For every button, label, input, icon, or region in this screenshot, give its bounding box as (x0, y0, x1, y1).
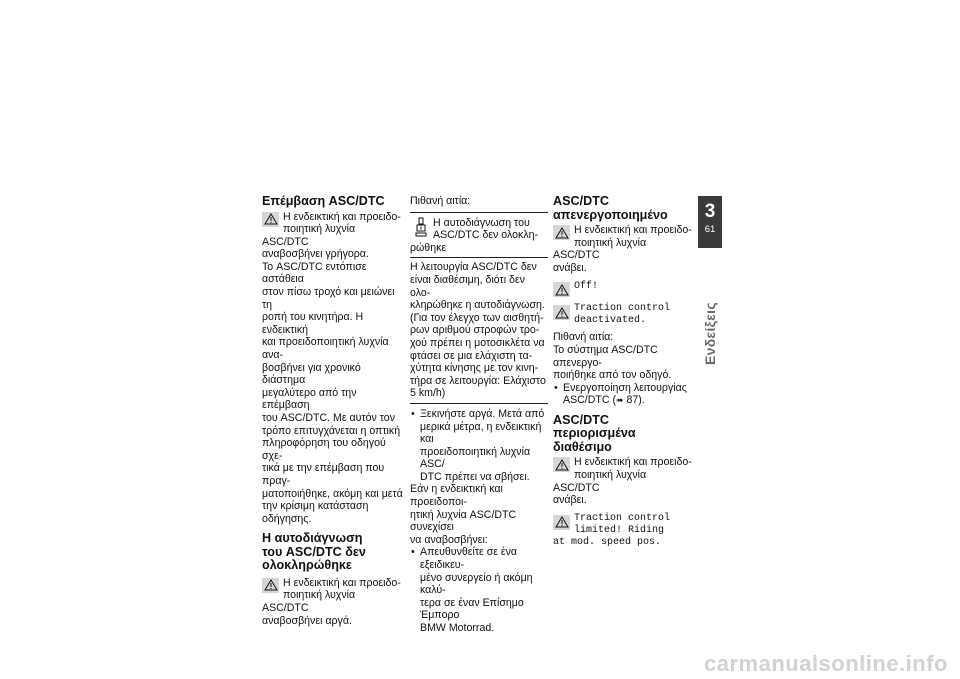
text-line: (Για τον έλεγχο των αισθητή- (410, 311, 544, 324)
display-message-deactivated (553, 303, 693, 327)
cause-table-body (410, 258, 548, 403)
text-line: Η ενδεικτική και προειδο- (574, 224, 692, 236)
heading-line: διαθέσιμο (553, 439, 612, 454)
text-line: ρων αριθμού στροφών τρο- (410, 324, 540, 337)
text-line: • Απευθυνθείτε σε ένα εξειδικευ- (420, 546, 518, 572)
text-line: και προειδοποιητική λυχνία ανα- (262, 336, 389, 362)
display-text: Traction control (574, 303, 671, 315)
text-line: Εάν η ενδεικτική και προειδοποι- (410, 483, 503, 509)
chapter-tab (698, 196, 722, 248)
warning-block-deactivated (553, 224, 693, 274)
text-line: Η λειτουργία ASC/DTC δεν (410, 261, 537, 274)
warning-triangle-icon (553, 225, 570, 240)
display-text: deactivated. (574, 315, 647, 327)
column-1 (262, 195, 404, 627)
paragraph-deactivated-cause (553, 344, 693, 382)
display-text: at mod. speed pos. (553, 536, 662, 548)
warning-triangle-icon (553, 305, 570, 320)
chapter-title: Ενδείξεις (702, 302, 718, 365)
text-line: τήρα σε λειτουργία: Ελάχιστο (410, 374, 546, 387)
text-line: πληροφόρηση του οδηγού σχε- (262, 437, 386, 462)
page-reference-arrow-icon: ➠ (615, 395, 624, 406)
paragraph-if-still-flashing (410, 483, 548, 546)
text-line: χού πρέπει η μοτοσικλέτα να (410, 336, 545, 349)
column-2 (410, 195, 548, 635)
text-line: μένο συνεργείο ή ακόμη καλύ- (420, 571, 533, 597)
heading-asc-dtc-deactivated (553, 195, 693, 222)
heading-line: ολοκληρώθηκε (262, 558, 352, 573)
cause-table (410, 212, 548, 404)
text-line: προειδοποιητική λυχνία ASC/ (420, 445, 531, 471)
text-line: ASC/DTC δεν ολοκλη- (433, 229, 539, 242)
watermark: carmanualsonline.info (704, 651, 948, 676)
text-line: • Ενεργοποίηση λειτουργίας (563, 381, 687, 394)
text-line: ποιητική λυχνία ASC/DTC (553, 469, 647, 494)
text-line: μεγαλύτερο από την επέμβαση (262, 386, 357, 412)
text-fragment: ASC/DTC ( (563, 394, 616, 407)
text-line: Η ενδεικτική και προειδο- (283, 210, 401, 223)
display-text: Traction control (574, 512, 671, 524)
display-message-limited (553, 513, 693, 549)
bullet-list-2 (410, 546, 548, 634)
warning-triangle-icon (262, 212, 279, 227)
text-line: Το σύστημα ASC/DTC απενεργο- (553, 343, 658, 369)
heading-line: ASC/DTC περιορισμένα (553, 412, 636, 441)
column-3 (553, 195, 693, 553)
warning-triangle-icon (262, 578, 279, 593)
warning-triangle-icon (553, 457, 570, 472)
display-text: limited! Riding (574, 524, 665, 536)
text-line: Το ASC/DTC εντόπισε αστάθεια (262, 260, 367, 286)
text-line: ποιητική λυχνία ASC/DTC (262, 223, 356, 248)
heading-line: του ASC/DTC δεν (262, 544, 366, 559)
heading-line: απενεργοποιημένο (553, 207, 668, 222)
text-line: κληρώθηκε η αυτοδιάγνωση. (410, 299, 545, 312)
heading-asc-dtc-intervention: Επέμβαση ASC/DTC (262, 194, 385, 208)
text-line: Η ενδεικτική και προειδο- (574, 456, 692, 469)
text-line: ματοποιήθηκε, ακόμη και μετά (262, 487, 403, 500)
list-item (553, 382, 693, 407)
text-line: αναβοσβήνει αργά. (262, 614, 352, 627)
text-line: βοσβήνει για χρονικό διάστημα (262, 361, 361, 387)
text-line: BMW Motorrad. (420, 622, 495, 634)
display-message-off (553, 280, 693, 297)
warning-triangle-icon (553, 515, 570, 530)
paragraph-explanation (262, 261, 404, 525)
text-line: τερα σε έναν Επίσημο Έμπορο (420, 596, 524, 622)
text-line: φτάσει σε μια ελάχιστη τα- (410, 349, 533, 362)
bullet-list-activate (553, 382, 693, 407)
heading-line: Η αυτοδιάγνωση (262, 531, 363, 546)
warning-triangle-icon (553, 282, 570, 297)
text-line: 5 km/h) (410, 387, 446, 400)
warning-block-slow-flash (262, 577, 404, 627)
page-reference-link[interactable]: 87). (623, 394, 645, 407)
cause-label: Πιθανή αιτία: (410, 195, 471, 207)
text-line: είναι διαθέσιμη, διότι δεν ολο- (410, 273, 525, 299)
heading-line: ASC/DTC (553, 194, 609, 208)
warning-block-fast-flash (262, 211, 404, 261)
text-line: Η αυτοδιάγνωση του (433, 216, 530, 229)
text-line: ητική λυχνία ASC/DTC συνεχίσει (410, 508, 517, 534)
wrench-warning-icon (414, 217, 428, 237)
text-line: ροπή του κινητήρα. Η ενδεικτική (262, 311, 364, 336)
text-line: • Ξεκινήστε αργά. Μετά από (420, 407, 545, 420)
page-number: 61 (704, 224, 716, 235)
text-line: Η ενδεικτική και προειδο- (283, 576, 401, 589)
chapter-number: 3 (704, 201, 716, 222)
text-line: ανάβει. (553, 261, 587, 274)
text-line: DTC πρέπει να σβήσει. (420, 470, 530, 483)
text-line: ανάβει. (553, 494, 587, 507)
text-line: μερικά μέτρα, η ενδεικτική και (420, 420, 542, 446)
text-line: χύτητα κίνησης με τον κινη- (410, 362, 539, 375)
heading-asc-dtc-limited (553, 414, 693, 455)
text-line: αναβοσβήνει γρήγορα. (262, 248, 369, 261)
text-line: την κρίσιμη κατάσταση οδήγησης. (262, 500, 369, 525)
bullet-list-1 (410, 408, 548, 484)
text-line: ρώθηκε (410, 241, 447, 254)
warning-block-limited (553, 456, 693, 506)
text-line: του ASC/DTC. Με αυτόν τον (262, 412, 395, 424)
list-item (410, 546, 548, 634)
text-line: τικά με την επέμβαση που πραγ- (262, 462, 385, 487)
heading-self-diagnosis-incomplete (262, 532, 404, 573)
text-line: στον πίσω τροχό και μειώνει τη (262, 286, 395, 311)
text-line (563, 394, 693, 407)
text-line: τρόπο επιτυγχάνεται η οπτική (262, 424, 401, 437)
text-line: ποιήθηκε από τον οδηγό. (553, 369, 672, 382)
display-text: Off! (574, 281, 599, 293)
text-line: ποιητική λυχνία ASC/DTC (553, 236, 647, 262)
list-item (410, 408, 548, 484)
text-line: να αναβοσβήνει: (410, 533, 488, 546)
cause-table-header (410, 213, 548, 259)
text-line: ποιητική λυχνία ASC/DTC (262, 589, 356, 615)
cause-label: Πιθανή αιτία: (553, 331, 614, 344)
